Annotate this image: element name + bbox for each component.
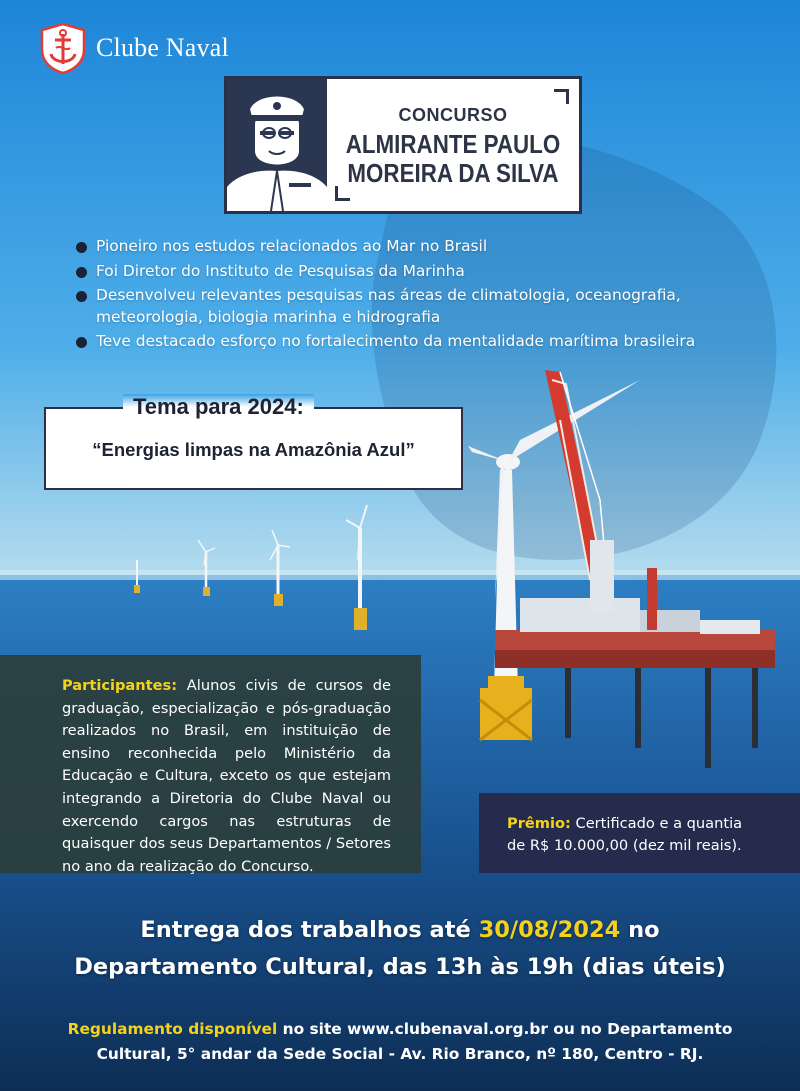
footer-notice xyxy=(0,1017,800,1067)
participants-panel xyxy=(0,655,421,873)
footer-highlight: Regulamento disponível xyxy=(67,1020,278,1038)
prize-line: de R$ 10.000,00 (dez mil reais). xyxy=(507,837,742,854)
theme-box xyxy=(44,394,463,490)
footer-line xyxy=(0,1017,800,1042)
deadline-suffix: no xyxy=(620,917,660,943)
participants-label: Participantes: xyxy=(62,677,178,694)
footer-text: no site www.clubenaval.org.br ou no Departamento xyxy=(277,1020,733,1038)
anchor-shield-icon xyxy=(38,22,88,74)
theme-text: “Energias limpas na Amazônia Azul” xyxy=(92,439,415,460)
list-item: Teve destacado esforço no fortalecimento da mentalidade marítima brasileira xyxy=(72,331,762,353)
list-item: Pioneiro nos estudos relacionados ao Mar no Brasil xyxy=(72,236,762,258)
deadline-line xyxy=(0,912,800,949)
prize-panel xyxy=(479,793,800,873)
deadline-notice xyxy=(0,912,800,986)
deadline-line: Departamento Cultural, das 13h às 19h (dias úteis) xyxy=(74,954,726,980)
contest-title xyxy=(327,79,579,211)
admiral-portrait xyxy=(227,79,327,211)
contest-name-line: MOREIRA DA SILVA xyxy=(347,158,559,188)
participants-text xyxy=(62,675,391,878)
theme-heading-wrap xyxy=(123,394,314,420)
admiral-portrait-icon xyxy=(227,79,327,211)
prize-text: Certificado e a quantia xyxy=(570,815,743,832)
footer-line: Cultural, 5° andar da Sede Social - Av. Rio Branco, nº 180, Centro - RJ. xyxy=(96,1045,704,1063)
theme-heading: Tema para 2024: xyxy=(133,394,304,419)
clube-naval-logo xyxy=(38,22,229,74)
participants-body: Alunos civis de cursos de graduação, especialização e pós-graduação realizados no Brasil, em instituição de ensino reconhecida pelo Ministério da Educação e Cultura, exceto os que estejam integrando a Diretoria do Clube Naval ou exercendo cargos nas estruturas de quaisquer dos seus Departamentos / Setores no ano da realização do Concurso. xyxy=(62,677,391,875)
corner-bracket xyxy=(335,186,350,201)
contest-name xyxy=(345,130,562,188)
prize-label: Prêmio: xyxy=(507,815,571,832)
list-item: Desenvolveu relevantes pesquisas nas áreas de climatologia, oceanografia, meteorologia, biologia marinha e hidrografia xyxy=(72,285,762,328)
corner-bracket xyxy=(554,89,569,104)
contest-label: CONCURSO xyxy=(398,105,508,125)
list-item: Foi Diretor do Instituto de Pesquisas da Marinha xyxy=(72,261,762,283)
contest-header xyxy=(224,76,582,214)
prize-line xyxy=(507,813,790,835)
biography-list xyxy=(72,236,762,356)
deadline-date: 30/08/2024 xyxy=(478,917,621,943)
brand-name: Clube Naval xyxy=(96,33,229,62)
deadline-prefix: Entrega dos trabalhos até xyxy=(140,917,479,943)
contest-name-line: ALMIRANTE PAULO xyxy=(345,129,561,159)
